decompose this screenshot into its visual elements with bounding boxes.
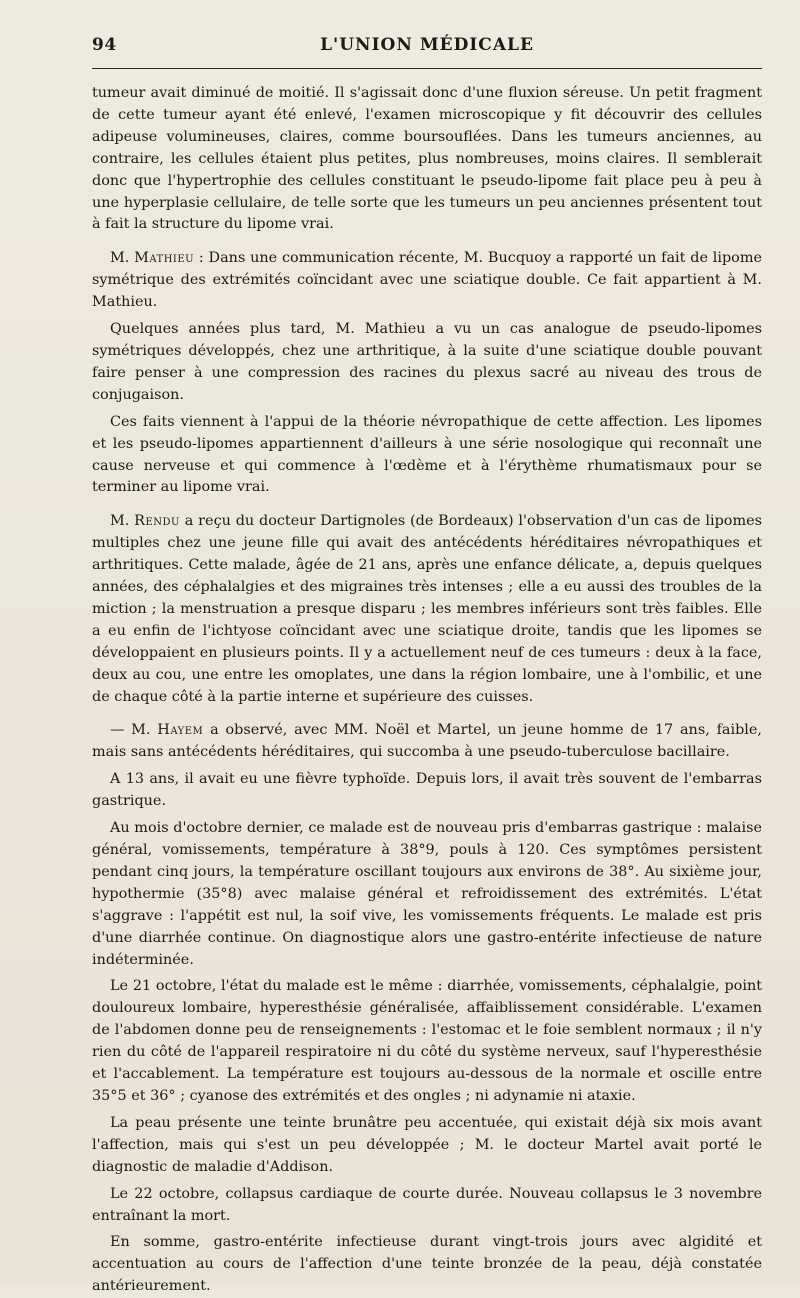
paragraph-rendu: M. Rendu a reçu du docteur Dartignoles (de Bordeaux) l'observation d'un cas de lipomes multiples chez une jeune fille qui avait des antécédents héréditaires névropathiques et arthritiques. Cette malade, âgée de 21 ans, après une enfance délicate, a, depuis quelques années, des céphalalgies et des migraines très intenses ; elle a eu aussi des troubles de la miction ; la menstruation a presque disparu ; les membres inférieurs sont très faibles. Elle a eu enfin de l'ichtyose coïncidant avec une sciatique droite, tandis que les lipomes se développaient en plusieurs points. Il y a actuellement neuf de ces tumeurs : deux à la face, deux au cou, une entre les omoplates, une dans la région lombaire, une à l'ombilic, et une de chaque côté à la partie interne et supérieure des cuisses. bbox=[92, 513, 762, 705]
article-body bbox=[92, 83, 762, 1298]
paragraph-october-21: Le 21 octobre, l'état du malade est le même : diarrhée, vomissements, céphalalgie, point douloureux lombaire, hyperesthésie généralisée, affaiblissement considérable. L'examen de l'abdomen donne peu de renseignements : l'estomac et le foie semblent normaux ; il n'y rien du côté de l'appareil respiratoire ni du côté du système nerveux, sauf l'hyperesthésie et l'accablement. La température est toujours au-dessous de la normale et oscille entre 35°5 et 36° ; cyanose des extrémités et des ongles ; ni adynamie ni ataxie. bbox=[92, 978, 762, 1104]
paragraph-theory: Ces faits viennent à l'appui de la théorie névropathique de cette affection. Les lipomes et les pseudo-lipomes appartiennent d'ailleurs à une série nosologique qui reconnaît une cause nerveuse et qui commence à l'œdème et à l'érythème rhumatismaux pour se terminer au lipome vrai. bbox=[92, 413, 762, 496]
paragraph-skin: La peau présente une teinte brunâtre peu accentuée, qui existait déjà six mois avant l'affection, mais qui s'est un peu développée ; M. le docteur Martel avait porté le diagnostic de maladie d'Addison. bbox=[92, 1114, 762, 1175]
paragraph-hayem: — M. Hayem a observé, avec MM. Noël et Martel, un jeune homme de 17 ans, faible, mais sans antécédents héréditaires, qui succomba à une pseudo-tuberculose bacillaire. bbox=[92, 722, 762, 761]
paragraph-october: Au mois d'octobre dernier, ce malade est de nouveau pris d'embarras gastrique : malaise général, vomissements, température à 38°9, pouls à 120. Ces symptômes persistent pendant cinq jours, la température oscillant toujours aux environs de 38°. Au sixième jour, hypothermie (35°8) avec malaise général et refroidissement des extrémités. L'état s'aggrave : l'appétit est nul, la soif vive, les vomissements fréquents. Le malade est pris d'une diarrhée continue. On diagnostique alors une gastro-entérite infectieuse de nature indéterminée. bbox=[92, 820, 762, 968]
page-number: 94 bbox=[92, 35, 117, 55]
running-header bbox=[92, 30, 762, 64]
paragraph-continuation: tumeur avait diminué de moitié. Il s'agissait donc d'une fluxion séreuse. Un petit fragment de cette tumeur ayant été enlevé, l'examen microscopique y fit découvrir des cellules adipeuse volumineuses, claires, comme boursouflées. Dans les tumeurs anciennes, au contraire, les cellules étaient plus petites, plus nombreuses, moins claires. Il semblerait donc que l'hypertrophie des cellules constituant le pseudo-lipome fait place peu à peu à une hyperplasie cellulaire, de telle sorte que les tumeurs un peu anciennes présentent tout à fait la structure du lipome vrai. bbox=[92, 85, 762, 233]
paragraph-mathieu: M. Mathieu : Dans une communication récente, M. Bucquoy a rapporté un fait de lipome symétrique des extrémités coïncidant avec une sciatique double. Ce fait appartient à M. Mathieu. bbox=[92, 250, 763, 311]
paragraph-mathieu-case: Quelques années plus tard, M. Mathieu a vu un cas analogue de pseudo-lipomes symétriques développés, chez une arthritique, à la suite d'une sciatique double pouvant faire penser à une compression des racines du plexus sacré au niveau des trous de conjugaison. bbox=[92, 321, 762, 403]
paragraph-summary: En somme, gastro-entérite infectieuse durant vingt-trois jours avec algidité et accentuation au cours de l'affection d'une teinte bronzée de la peau, déjà constatée antérieurement. bbox=[92, 1234, 762, 1295]
running-title: L'UNION MÉDICALE bbox=[320, 35, 534, 55]
paragraph-october-22: Le 22 octobre, collapsus cardiaque de courte durée. Nouveau collapsus le 3 novembre entraînant la mort. bbox=[92, 1185, 762, 1224]
speaker-name: Rendu bbox=[134, 513, 180, 530]
paragraph-typhoid: A 13 ans, il avait eu une fièvre typhoïde. Depuis lors, il avait très souvent de l'embarras gastrique. bbox=[92, 771, 762, 810]
header-rule bbox=[92, 68, 762, 69]
speaker-name: Hayem bbox=[157, 722, 204, 739]
speaker-name: Mathieu bbox=[134, 250, 195, 267]
